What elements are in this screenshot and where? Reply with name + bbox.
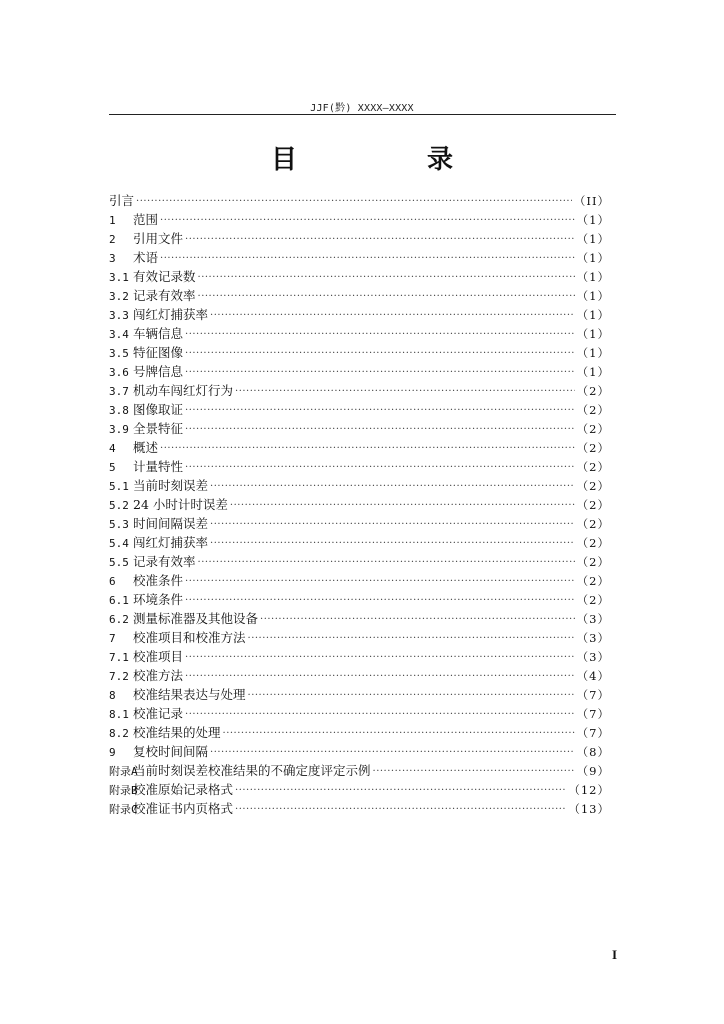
toc-entry-label: 当前时刻误差 (133, 478, 209, 493)
toc-entry-number: 3 (109, 252, 116, 265)
toc-entry-page: （1） (576, 327, 610, 341)
toc-entry-page: （II） (573, 194, 610, 208)
toc-entry-number: 附录B (109, 784, 138, 797)
toc-entry-number: 4 (109, 442, 116, 455)
dot-leader (185, 591, 575, 610)
toc-entry[interactable] (109, 495, 610, 514)
toc-entry-number: 6.2 (109, 613, 129, 626)
toc-entry-number: 3.8 (109, 404, 129, 417)
toc-entry-number: 8.1 (109, 708, 129, 721)
toc-entry-page: （2） (576, 536, 610, 550)
toc-entry-number: 8.2 (109, 727, 129, 740)
toc-entry-label: 图像取证 (133, 402, 184, 417)
toc-entry[interactable] (109, 191, 610, 210)
toc-entry-label: 当前时刻误差校准结果的不确定度评定示例 (133, 763, 371, 778)
toc-entry-number: 5.5 (109, 556, 129, 569)
toc-entry[interactable] (109, 419, 610, 438)
toc-entry-label: 特征图像 (133, 345, 184, 360)
toc-entry[interactable] (109, 210, 610, 229)
toc-entry-label: 闯红灯捕获率 (133, 535, 209, 550)
toc-entry-label: 环境条件 (133, 592, 184, 607)
dot-leader (223, 724, 575, 743)
toc-entry-label: 术语 (133, 250, 159, 265)
toc-entry-label: 机动车闯红灯行为 (133, 383, 234, 398)
toc-entry-number: 5.1 (109, 480, 129, 493)
dot-leader (185, 420, 575, 439)
dot-leader (136, 192, 572, 211)
toc-entry-label: 校准证书内页格式 (133, 801, 234, 816)
toc-entry[interactable] (109, 723, 610, 742)
toc-entry-number: 6 (109, 575, 116, 588)
dot-leader (185, 667, 575, 686)
toc-entry[interactable] (109, 476, 610, 495)
toc-entry-label: 复校时间间隔 (133, 744, 209, 759)
dot-leader (160, 249, 575, 268)
toc-entry-page: （8） (576, 745, 610, 759)
toc-entry-label: 概述 (133, 440, 159, 455)
toc-entry-number: 5.4 (109, 537, 129, 550)
toc-entry-number: 7.2 (109, 670, 129, 683)
toc-entry-page: （1） (576, 308, 610, 322)
toc-entry[interactable] (109, 267, 610, 286)
dot-leader (185, 648, 575, 667)
toc-entry-page: （1） (576, 289, 610, 303)
toc-entry[interactable] (109, 628, 610, 647)
toc-entry-label: 校准结果的处理 (133, 725, 221, 740)
dot-leader (210, 534, 575, 553)
toc-entry-page: （1） (576, 251, 610, 265)
dot-leader (185, 344, 575, 363)
toc-entry-page: （1） (576, 365, 610, 379)
toc-entry-page: （2） (576, 441, 610, 455)
toc-entry[interactable] (109, 799, 610, 818)
toc-entry[interactable] (109, 324, 610, 343)
toc-entry-label: 24 小时计时误差 (133, 497, 228, 512)
toc-entry[interactable] (109, 400, 610, 419)
toc-entry[interactable] (109, 571, 610, 590)
toc-entry[interactable] (109, 685, 610, 704)
toc-entry-page: （1） (576, 213, 610, 227)
toc-entry-label: 有效记录数 (133, 269, 196, 284)
toc-entry-number: 2 (109, 233, 116, 246)
dot-leader (210, 477, 575, 496)
toc-entry-label: 校准项目和校准方法 (133, 630, 246, 645)
toc-entry-number: 5.2 (109, 499, 129, 512)
toc-entry-page: （2） (576, 593, 610, 607)
dot-leader (198, 268, 575, 287)
toc-entry[interactable] (109, 647, 610, 666)
toc-entry-number: 附录C (109, 803, 138, 816)
toc-entry-page: （7） (576, 707, 610, 721)
toc-entry-number: 8 (109, 689, 116, 702)
page-number: I (611, 947, 617, 962)
toc-entry-number: 7.1 (109, 651, 129, 664)
dot-leader (185, 401, 575, 420)
toc-entry-page: （2） (576, 403, 610, 417)
toc-entry[interactable] (109, 514, 610, 533)
toc-entry-number: 7 (109, 632, 116, 645)
toc-entry-page: （1） (576, 232, 610, 246)
toc-entry[interactable] (109, 742, 610, 761)
toc-entry-label: 校准结果表达与处理 (133, 687, 246, 702)
toc-entry-page: （13） (568, 802, 610, 816)
toc-entry[interactable] (109, 552, 610, 571)
toc-entry-page: （2） (576, 460, 610, 474)
toc-entry-label: 时间间隔误差 (133, 516, 209, 531)
toc-entry-page: （2） (576, 422, 610, 436)
toc-entry-page: （2） (576, 498, 610, 512)
toc-entry-page: （2） (576, 384, 610, 398)
toc-entry-number: 1 (109, 214, 116, 227)
toc-entry-label: 车辆信息 (133, 326, 184, 341)
toc-entry-label: 范围 (133, 212, 159, 227)
dot-leader (185, 230, 575, 249)
toc-entry-page: （2） (576, 555, 610, 569)
dot-leader (235, 781, 566, 800)
toc-entry-page: （1） (576, 346, 610, 360)
toc-entry[interactable] (109, 248, 610, 267)
toc-entry-page: （2） (576, 479, 610, 493)
toc-entry-number: 5 (109, 461, 116, 474)
toc-entry-page: （3） (576, 650, 610, 664)
toc-entry-number: 3.9 (109, 423, 129, 436)
toc-entry-label: 测量标准器及其他设备 (133, 611, 259, 626)
dot-leader (185, 363, 575, 382)
dot-leader (235, 382, 575, 401)
toc-entry[interactable] (109, 229, 610, 248)
toc-entry-page: （3） (576, 612, 610, 626)
dot-leader (160, 211, 575, 230)
toc-entry-number: 3.1 (109, 271, 129, 284)
table-of-contents (109, 191, 610, 818)
dot-leader (260, 610, 575, 629)
toc-entry-label: 号牌信息 (133, 364, 184, 379)
toc-entry[interactable] (109, 609, 610, 628)
toc-entry-number: 5.3 (109, 518, 129, 531)
toc-entry-number: 3.3 (109, 309, 129, 322)
dot-leader (235, 800, 566, 819)
dot-leader (160, 439, 575, 458)
dot-leader (198, 287, 575, 306)
toc-entry-label: 校准方法 (133, 668, 184, 683)
toc-entry[interactable] (109, 590, 610, 609)
toc-entry-number: 3.7 (109, 385, 129, 398)
toc-entry-page: （1） (576, 270, 610, 284)
toc-entry-page: （2） (576, 517, 610, 531)
toc-entry-page: （9） (576, 764, 610, 778)
toc-entry[interactable] (109, 286, 610, 305)
toc-entry-label: 校准项目 (133, 649, 184, 664)
toc-entry-label: 校准原始记录格式 (133, 782, 234, 797)
toc-entry[interactable] (109, 362, 610, 381)
dot-leader (185, 705, 575, 724)
toc-entry[interactable] (109, 438, 610, 457)
toc-entry-page: （3） (576, 631, 610, 645)
toc-entry-label: 计量特性 (133, 459, 184, 474)
dot-leader (210, 743, 575, 762)
toc-entry[interactable] (109, 305, 610, 324)
toc-entry-number: 3.2 (109, 290, 129, 303)
toc-entry-number: 9 (109, 746, 116, 759)
toc-entry[interactable] (109, 666, 610, 685)
toc-entry-number: 3.5 (109, 347, 129, 360)
toc-entry-label: 校准条件 (133, 573, 184, 588)
toc-entry[interactable] (109, 761, 610, 780)
toc-entry-label: 记录有效率 (133, 288, 196, 303)
toc-entry[interactable] (109, 533, 610, 552)
dot-leader (210, 306, 575, 325)
dot-leader (185, 572, 575, 591)
toc-entry[interactable] (109, 457, 610, 476)
dot-leader (210, 515, 575, 534)
toc-entry-page: （4） (576, 669, 610, 683)
toc-entry-number: 3.6 (109, 366, 129, 379)
dot-leader (230, 496, 575, 515)
toc-entry[interactable] (109, 343, 610, 362)
page-title: 目 录 (270, 145, 505, 175)
toc-entry-label: 引言 (109, 193, 135, 208)
toc-entry-page: （12） (568, 783, 610, 797)
toc-entry-number: 3.4 (109, 328, 129, 341)
toc-entry-label: 记录有效率 (133, 554, 196, 569)
toc-entry-page: （7） (576, 688, 610, 702)
header-divider (109, 114, 616, 115)
toc-entry-page: （7） (576, 726, 610, 740)
toc-entry[interactable] (109, 381, 610, 400)
dot-leader (373, 762, 575, 781)
document-code-header: JJF(黔) XXXX—XXXX (310, 103, 414, 114)
toc-entry-label: 引用文件 (133, 231, 184, 246)
toc-entry-label: 全景特征 (133, 421, 184, 436)
dot-leader (185, 458, 575, 477)
toc-entry[interactable] (109, 780, 610, 799)
toc-entry-page: （2） (576, 574, 610, 588)
dot-leader (248, 686, 575, 705)
dot-leader (248, 629, 575, 648)
toc-entry[interactable] (109, 704, 610, 723)
dot-leader (198, 553, 575, 572)
dot-leader (185, 325, 575, 344)
toc-entry-label: 闯红灯捕获率 (133, 307, 209, 322)
toc-entry-label: 校准记录 (133, 706, 184, 721)
toc-entry-number: 附录A (109, 765, 138, 778)
toc-entry-number: 6.1 (109, 594, 129, 607)
